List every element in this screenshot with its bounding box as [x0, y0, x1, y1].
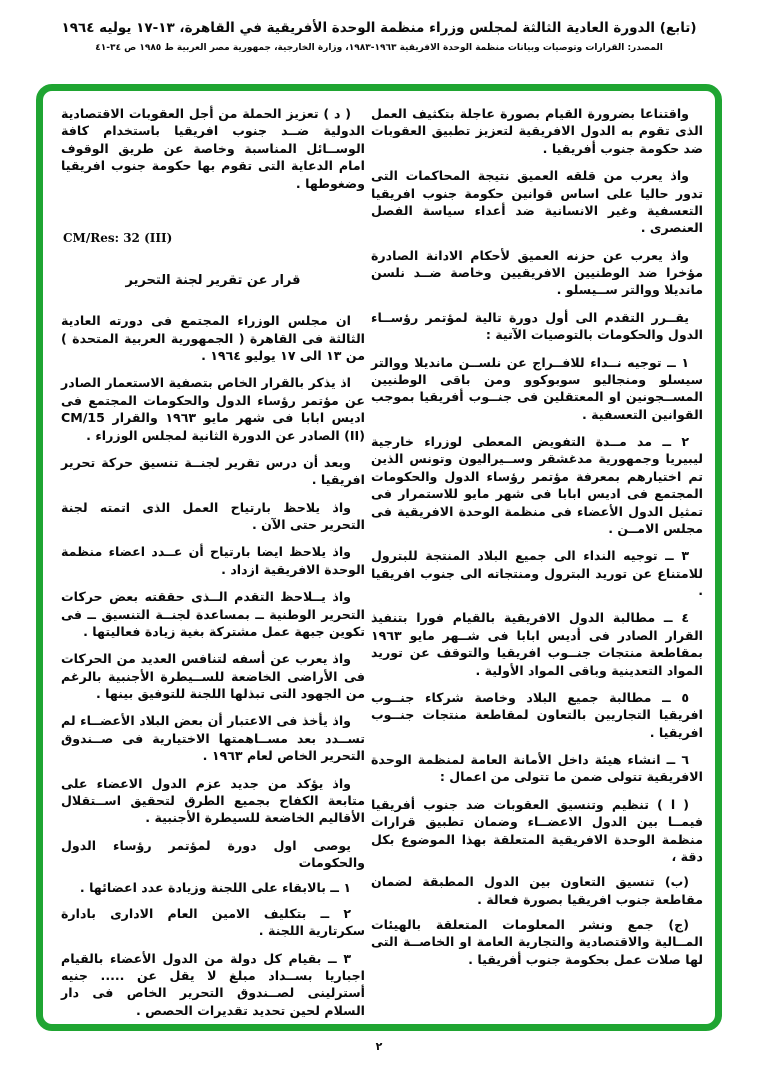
- paragraph: واذ يعرب من قلقه العميق نتيجة المحاكمات التى تدور حاليا على اساس قوانين حكومة جنوب افريقيا التعسفية وغير الانسانية ضد أعداء سياسة الفصل العنصرى .: [371, 168, 703, 236]
- list-item: ٢ ــ بتكليف الامين العام الادارى بادارة سكرتارية اللجنة .: [61, 905, 365, 939]
- sub-item: ( د ) تعزيز الحملة من أجل العقوبات الاقتصادية الدولية ضــد جنوب افريقيا باستخدام كافة الوســائل المناسبة وخاصة عن طريق الوقوف امام الدعاية التى تقوم بها حكومة جنوب افريقيا وضغوطها .: [61, 106, 365, 191]
- paragraph: واذ يعرب عن أسفه لتنافس العديد من الحركات فى الأراضى الخاضعة للســيطرة الأجنبية بالرغم من الجهود التى تبذلها اللجنة للتوفيق بينها .: [61, 651, 365, 702]
- paragraph: واقتناعا بضرورة القيام بصورة عاجلة بتكثيف العمل الذى تقوم به الدول الافريقية لتعزيز تطبيق العقوبات ضد حكومة جنوب أفريقيا .: [371, 106, 703, 156]
- source-citation: المصدر: القرارات وتوصيات وبيانات منظمة الوحدة الافريقية ١٩٦٣-١٩٨٣، وزارة الخارجية، جمهورية مصر العربية ط ١٩٨٥ ص ٣٤-٤١: [95, 43, 663, 53]
- column-right: [371, 105, 703, 1024]
- paragraph: ان مجلس الوزراء المجتمع فى دورته العادية الثالثة فى القاهرة ( الجمهورية العربية المتحدة ) من ١٣ الى ١٧ يوليو ١٩٦٤ .: [61, 313, 365, 364]
- list-item: ٢ ــ مد مــدة التفويض المعطى لوزراء خارجية ليبيريا وجمهورية مدغشقر وســيراليون وتونس الذين تم اختيارهم بمعرفة مؤتمر رؤساء الدول والحكومات المجتمع فى اديس ابابا فى شهر مايو للاستمرار فى تمثيل الدول الأعضاء فى منظمة الوحدة الافريقية فى مجلس الامــن .: [371, 434, 703, 536]
- sub-item: (ب) تنسيق التعاون بين الدول المطبقة لضمان مقاطعة جنوب افريقيا بصورة فعالة .: [371, 874, 703, 907]
- paragraph: واذ يلاحظ بارتياح العمل الذى اتمته لجنة التحرير حتى الآن .: [61, 499, 365, 533]
- resolution-title: قرار عن تقرير لجنة التحرير: [125, 273, 301, 289]
- page-header: [0, 0, 758, 53]
- list-item: ٥ ــ مطالبة جميع البلاد وخاصة شركاء جنــوب افريقيا التجاريين بالتعاون لمقاطعة منتجات جنــوب افريقيا .: [371, 689, 703, 740]
- green-border-frame: [36, 84, 722, 1031]
- list-item: ٣ ــ بقيام كل دولة من الدول الأعضاء بالقيام اجباريا بســداد مبلغ لا يقل عن ..... جنيه أسترلينى لصــندوق التحرير الخاص فى دار السلام لحين تحديد تقديرات الحصص .: [61, 950, 365, 1018]
- sub-item: (ج) جمع ونشر المعلومات المتعلقة بالهيئات المــالية والاقتصادية والتجارية العامة او الخاصــة التى لها صلات عمل بحكومة جنوب أفريقيا .: [371, 917, 703, 967]
- paragraph: واذ يؤكد من جديد عزم الدول الاعضاء على متابعة الكفاح بجميع الطرق لتحقيق اســتقلال الأقاليم الخاضعة للسيطرة الأجنبية .: [61, 775, 365, 826]
- list-item: ١ ــ بالابقاء على اللجنة وزيادة عدد اعضائها .: [79, 880, 351, 896]
- paragraph: وبعد أن درس تقرير لجنــة تنسيق حركة تحرير افريقيا .: [61, 454, 365, 488]
- two-column-layout: [61, 105, 703, 1024]
- paragraph: اذ يذكر بالقرار الخاص بتصفية الاستعمار الصادر عن مؤتمر رؤساء الدول والحكومات المجتمع فى اديس ابابا فى شهر مايو ١٩٦٣ والقرار CM/15 (II) الصادر عن الدورة الثانية لمجلس الوزراء .: [61, 375, 365, 443]
- paragraph: يوصى اول دورة لمؤتمر رؤساء الدول والحكومات: [61, 837, 365, 871]
- document-title: (تابع) الدورة العادية الثالثة لمجلس وزراء منظمة الوحدة الأفريقية في القاهرة، ١٣-١٧ يوليه ١٩٦٤: [61, 20, 697, 36]
- list-item: ٤ ــ مطالبة الدول الافريقية بالقيام فورا بتنفيذ القرار الصادر فى أديس ابابا فى شــهر مايو ١٩٦٣ بمقاطعة منتجات جنــوب افريقيا والتوقف عن توريد المواد التعدينية وباقى المواد الأولية .: [371, 610, 703, 678]
- page-number: ٢: [375, 1040, 383, 1053]
- list-item: ٣ ــ توجيه النداء الى جميع البلاد المنتجة للبترول للامتناع عن توريد البترول ومنتجاته الى جنوب افريقيا .: [371, 548, 703, 598]
- list-item: ٦ ــ انشاء هيئة داخل الأمانة العامة لمنظمة الوحدة الافريقية تتولى ضمن ما تتولى من اعمال :: [371, 752, 703, 785]
- paragraph: واذ يأخذ فى الاعتبار أن بعض البلاد الأعضــاء لم تســدد بعد مســاهمتها الاختيارية فى صــندوق التحرير الخاص لعام ١٩٦٣ .: [61, 713, 365, 764]
- paragraph: واذ يلاحظ ايضا بارتياح أن عــدد اعضاء منظمة الوحدة الافريقية ازداد .: [61, 544, 365, 577]
- list-item: ١ ــ توجيه نــداء للافــراج عن نلســن مانديلا ووالتر سيسلو ومنجاليو سوبوكوو ومن باقى الوطنيين المســجونين او المعتقلين فى جنــوب أفريقيا بموجب القوانين التعسفية .: [371, 354, 703, 422]
- paragraph: واذ يعرب عن حزنه العميق لأحكام الادانة الصادرة مؤخرا ضد الوطنيين الافريقيين وخاصة ضــد نلسن مانديلا ووالتر ســيسلو .: [371, 247, 703, 298]
- resolution-reference: CM/Res: 32 (III): [63, 230, 173, 245]
- column-left: [61, 105, 365, 1024]
- paragraph: يقــرر التقدم الى أول دورة تالية لمؤتمر رؤســاء الدول والحكومات بالتوصيات الآتية :: [371, 309, 703, 343]
- sub-item: ( ا ) تنظيم وتنسيق العقوبات ضد جنوب أفريقيا فيمــا بين الدول الاعضــاء وضمان تطبيق قرارات منظمة الوحدة الافريقية المتعلقة بهذا الموضوع بكل دقة ،: [371, 796, 703, 864]
- paragraph: واذ يــلاحظ التقدم الــذى حققته بعض حركات التحرير الوطنية ــ بمساعدة لجنــة التنسيق ــ فى تكوين جبهة عمل مشتركة بغية زيادة فعاليتها .: [61, 589, 365, 639]
